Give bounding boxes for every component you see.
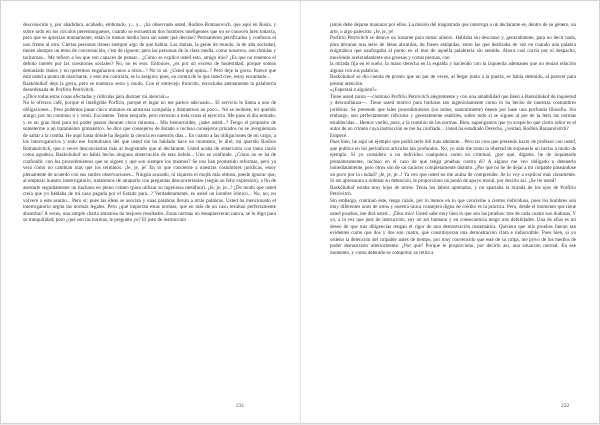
paragraph: «¿Esperará a alguien?» xyxy=(330,87,377,93)
paragraph: Pues bien, he aquí un ejemplo que podrá serle útil más adelante... Pero no crea que pretendo hacer de profesor con usted, que publica en los periódicos artículos tan profundos. No; yo sólo me tomo la libertad de exponerle un hecho a modo de ejemplo. Si yo considero a un individuo cualquiera como un criminal, ¿por qué, dígame, he de inquietarle prematuramente, incluso en el caso de que tenga pruebas contra él? A alguno me veo obligado a detenerlo inmediatamente, pero otros son de un carácter completamente distinto. ¿Por qué no he de dejar a mi culpable paseándose un poco por la ciudad? ¡Je, je, je...! Ya veo que usted no me acaba de comprender. Se lo voy a explicar más claramente. Si me apresurara a ordenar su detención, le proporciono un punto de apoyo moral, por decirlo así. ¿Se ríe usted? xyxy=(330,139,576,184)
paragraph: «¡Dice todas estas cosas afectadas y ridículas para distraer mi atención.» xyxy=(23,93,170,100)
paragraph: desconocido y, por añadidura, acabado, embotado, y... y... ¿ha observado usted, Rodion Romanovich, que aquí en Rusia, y sobre todo en los círculos petersburgueses, cuando se encuentran dos hombres inteligentes que no se conocen bien todavía, pero que se aprecian mutuamente, están lo menos media hora sin saber qué decirse? Permanecen petrificados y confusos el uno frente al otro. Ciertas personas tienen siempre algo de que hablar. Las damas, la gente de mundo, la de alta sociedad, tienen siempre un tema de conversación, c'est de rigueur; pero las personas de la clase media, como nosotros, son tímidas y taciturnas... Me refiero a los que son capaces de pensar... ¿Cómo se explica usted esto, amigo mío? ¿Es que no tenemos el debido interés por las cuestiones sociales? No, no es esto. Entonces, ¿es por un exceso de honestidad, porque somos demasiado leales y no queremos engañarnos unos a otros...? No lo sé. ¿Usted qué opina...? Pero deje la gorra. Parece que está usted a punto de marcharse, y esto me contraría, se lo aseguro; pues, en contra de lo que usted cree, estoy encantado... xyxy=(23,22,276,80)
paragraph: Raskólnikof dejó la gorra, pero se mantuvo serio y mudo. Con el entrecejo fruncido, escuchaba atentamente la palabrería desordenada de Porfirio Petróvitch. xyxy=(23,80,276,93)
paragraph: Raskólnikof estaba muy lejos de reírse. Tenía los labios apretados, y no apartaba la mirada de los ojos de Porfirio Petróvitch. xyxy=(330,184,576,197)
left-page xyxy=(1,1,301,425)
left-page-text xyxy=(23,22,276,414)
paragraph: jamás debe dejarse maniatar por ellas. La misión del magistrado que interroga a un declarante es, dentro de su género, un arte, o algo parecido. ¡Je, je, je! xyxy=(330,22,576,35)
paragraph: Sin embargo, continuó éste, tengo razón, por lo menos en lo que concierne a ciertos individuos, pues los hombres son muy diferentes unos de otros y nuestra única consejera digna de crédito es la práctica. Pero, desde el momento que tiene usted pruebas, me dirá usted... ¡Dios mío! Usted sabe muy bien lo que son las pruebas: tres de cada cuatro son dudosas. Y yo, a la vez que juez de instrucción, soy un ser humano y en consecuencia tengo mis debilidades. Una de ellas es mi deseo de que mis diligencias tengan el rigor de una demostración matemática. Quisiera que mis pruebas fueran tan evidentes como que dos y dos son cuatro, que constituyeran una demostración clara e indiscutible. Pues bien, si yo ordeno la detención del culpable antes de tiempo, por muy convencido que esté de su culpa, me privo de los medios de poder demostrarlo ulteriormente. ¿Por qué? Porque le proporciono, por decirlo así, una situación normal. En ese momento, y como detenido se comporta: se retira a xyxy=(330,197,576,256)
paragraph: Empecé. xyxy=(330,132,348,139)
paragraph: la mirada fija en el suelo, la mano derecha en la espalda y haciendo con la izquierda ademanes que no tenían relación alguna con sus palabras. xyxy=(330,61,576,74)
right-page xyxy=(301,1,600,425)
right-page-text xyxy=(330,22,576,414)
paragraph: No le ofrezco café, porque el inteligible Porfirio, porque el lugar no me parece adecuado... El servicio le llama a uno de obligaciones... Pero podemos pasar cinco minutos en amistosa compañía y distraernos un poco... No se moleste, mi querido amigo, por mi continuo ir y venir. Excúseme. Temo enojarle, pero necesito a toda costa el ejercicio. Me paso el día sentado, y es un gran bien para mí poder pasear durante cinco minutos... Mis hemorroides, ¿sabe usted...? Tengo el propósito de someterme a un tratamiento gimnástico. Se dice que consejeros de Estado e incluso consejeros privados no se avergüenzan de saltar a la comba. He aquí hasta dónde ha llegado la ciencia en nuestros días... En cuanto a las obligaciones de mi cargo, a los interrogatorios y todo ese formulismo del que usted me ha hablado hace un momento, le diré, mi querido Rodion Romanóvitch, que a veces desconciertan más al magistrado que al declarante. Usted acaba de observarlo con tanta razón como agudeza. Raskolnikof no había hecho ninguna observación de esta índole... Uno se confunde. ¿Cómo no se ha de confundir, con los procedimientos que se siguen y que son siempre los mismos? Se nos han prometido reformas, pero ya verá como no cambian más que los términos. ¡Je, je, je! En lo que concierne a nuestras costumbres jurídicas, estoy plenamente de acuerdo con sus sutiles observaciones... Ningún acusado, ni siquiera el mujik más obtuso, puede ignorar que, al empezar nuestro interrogatorio, trataremos de atraparlo con preguntas desconcertantes (según su feliz expresión), a fin de asestarle seguidamente un hachazo en pleno cráneo (para utilizar su ingeniosa metáfora). ¡Je, je, je...! ¿De modo que usted creía que yo hablaba de mi casa pagada por el Estado para...? Verdaderamente, es usted un hombre irónico... No, no; no volveré a este asunto... Pero sí; pues las ideas se asocian y unas palabras llevan a otras palabras. Usted ha mencionado el interrogatorio según las normas legales. Pero ¿qué importan estas normas, que en más de un caso resultan perfectamente absurdas? A veces, una simple charla amistosa da mejores resultados. Estas normas no desaparecerán nunca, se lo digo para su tranquilidad; pero ¿qué son las normas, le pregunto yo? El juez de instrucción xyxy=(23,100,276,223)
paragraph: Tiene usted razón —continuó Porfirio Petróvitch alegremente y con una amabilidad que llenó a Raskólnikof de inquietud y desconfianza—. Tiene usted motivo para burlarse tan ingeniosamente como lo ha hecho de nuestras costumbres jurídicas. Se pretende que tales procedimientos (no todos, naturalmente) tienen por base una profunda filosofía. Sin embargo, son perfectamente ridículos y generalmente estériles, sobre todo si se siguen al pie de la letra las normas establecidas... Hemos vuelto, pues, a la cuestión de las normas. Bien, supongamos que yo sospecho que cierto señor es el autor de un crimen cuya instrucción se me ha confiado... Usted ha estudiado Derecho, ¿verdad, Rodion Romanóvitch? xyxy=(330,93,576,132)
page-number: 231 xyxy=(236,403,245,409)
paragraph: Porfirio Petróvitch se detuvo un instante para tomar aliento. Hablaba sin descanso y, generalmente, para no decir nada, para devanar una serie de ideas absurdas, de frases estúpidas, entre las que deslizaba de vez en cuando una palabra enigmática que naufragaba al punto en el mar de aquella palabrería sin sentido. Ahora casi corría por el despacho, moviendo aceleradamente sus gruesas y cortas piernas, con xyxy=(330,35,576,61)
page-number: 232 xyxy=(561,403,570,409)
paragraph: Raskólnikof se dio cuenta de pronto que un par de veces, al llegar junto a la puerta, se había detenido, al parecer para prestar atención. xyxy=(330,74,576,87)
